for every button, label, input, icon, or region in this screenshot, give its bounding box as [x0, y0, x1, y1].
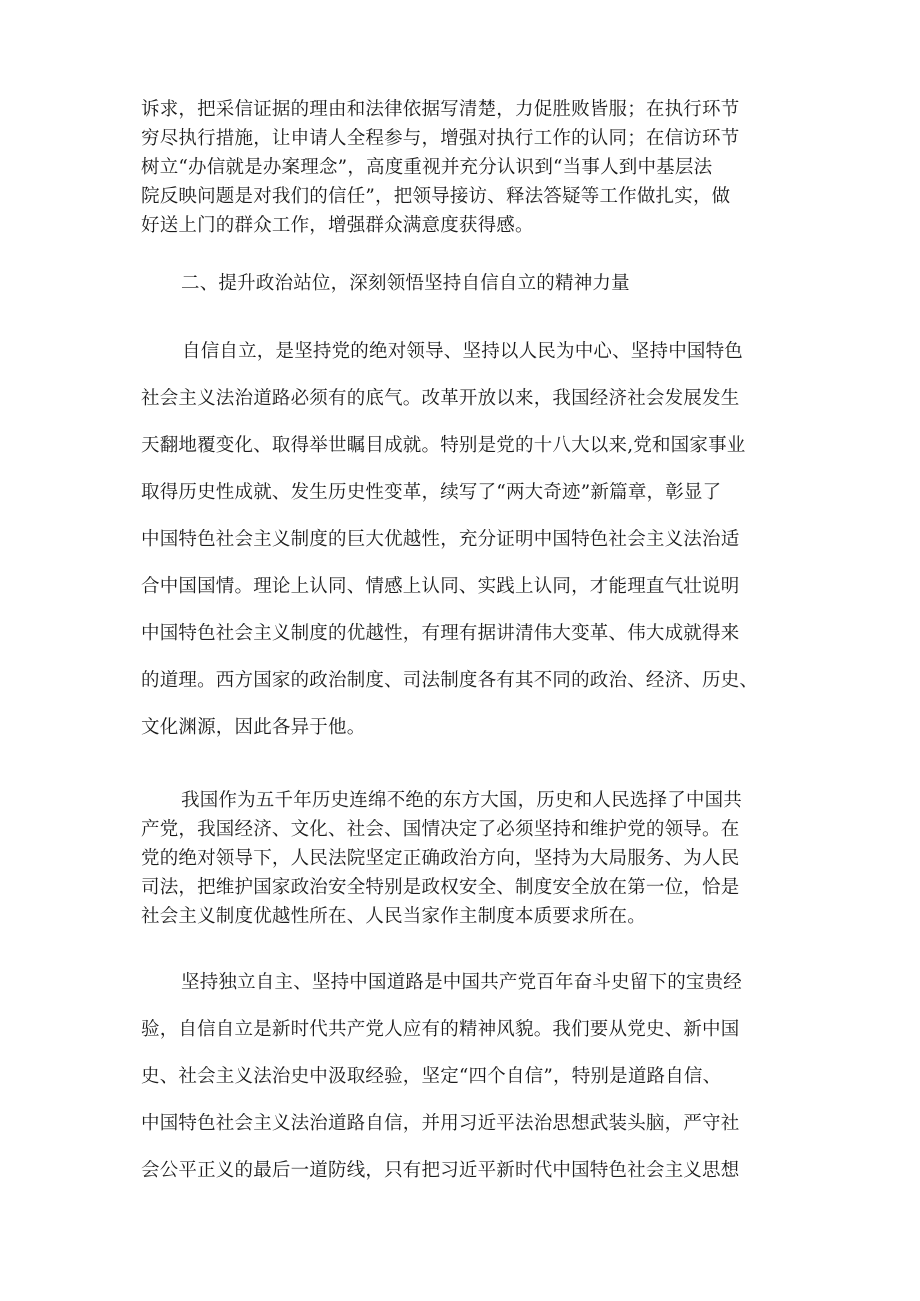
paragraph-line: 取得历史性成就、发生历史性变革，续写了“两大奇迹”新篇章，彰显了 [141, 482, 722, 503]
paragraph-line: 合中国国情。理论上认同、情感上认同、实践上认同，才能理直气壮说明 [141, 576, 740, 597]
paragraph-line: 院反映问题是对我们的信任”，把领导接访、释法答疑等工作做扎实，做 [141, 186, 731, 207]
paragraph-line: 的道理。西方国家的政治制度、司法制度各有其不同的政治、经济、历史、 [141, 670, 759, 691]
paragraph-line: 中国特色社会主义制度的巨大优越性，充分证明中国特色社会主义法治适 [141, 529, 740, 550]
paragraph-line: 自信自立，是坚持党的绝对领导、坚持以人民为中心、坚持中国特色 [182, 341, 744, 362]
paragraph-line: 史、社会主义法治史中汲取经验，坚定“四个自信”，特别是道路自信、 [141, 1066, 722, 1087]
paragraph-line: 树立“办信就是办案理念”，高度重视并充分认识到“当事人到中基层法 [141, 157, 713, 178]
paragraph-line: 会公平正义的最后一道防线，只有把习近平新时代中国特色社会主义思想 [141, 1160, 740, 1181]
paragraph-line: 党的绝对领导下，人民法院坚定正确政治方向，坚持为大局服务、为人民 [141, 848, 740, 869]
paragraph-line: 文化渊源，因此各异于他。 [141, 717, 366, 738]
paragraph-line: 社会主义制度优越性所在、人民当家作主制度本质要求所在。 [141, 906, 646, 927]
section-heading: 二、提升政治站位，深刻领悟坚持自信自立的精神力量 [181, 273, 630, 294]
paragraph-line: 中国特色社会主义制度的优越性，有理有据讲清伟大变革、伟大成就得来 [141, 623, 740, 644]
paragraph-line: 天翻地覆变化、取得举世瞩目成就。特别是党的十八大以来,党和国家事业 [141, 435, 746, 456]
paragraph-line: 穷尽执行措施，让申请人全程参与，增强对执行工作的认同；在信访环节 [141, 128, 740, 149]
paragraph-line: 验，自信自立是新时代共产党人应有的精神风貌。我们要从党史、新中国 [141, 1019, 740, 1040]
paragraph-line: 产党，我国经济、文化、社会、国情决定了必须坚持和维护党的领导。在 [141, 819, 740, 840]
paragraph-line: 司法，把维护国家政治安全特别是政权安全、制度安全放在第一位，恰是 [141, 877, 740, 898]
paragraph-line: 社会主义法治道路必须有的底气。改革开放以来，我国经济社会发展发生 [141, 388, 740, 409]
paragraph-line: 我国作为五千年历史连绵不绝的东方大国，历史和人民选择了中国共 [181, 790, 743, 811]
paragraph-line: 好送上门的群众工作，增强群众满意度获得感。 [141, 215, 534, 236]
paragraph-line: 坚持独立自主、坚持中国道路是中国共产党百年奋斗史留下的宝贵经 [181, 972, 743, 993]
paragraph-line: 中国特色社会主义法治道路自信，并用习近平法治思想武装头脑，严守社 [141, 1113, 740, 1134]
paragraph-line: 诉求，把采信证据的理由和法律依据写清楚，力促胜败皆服；在执行环节 [141, 99, 740, 120]
